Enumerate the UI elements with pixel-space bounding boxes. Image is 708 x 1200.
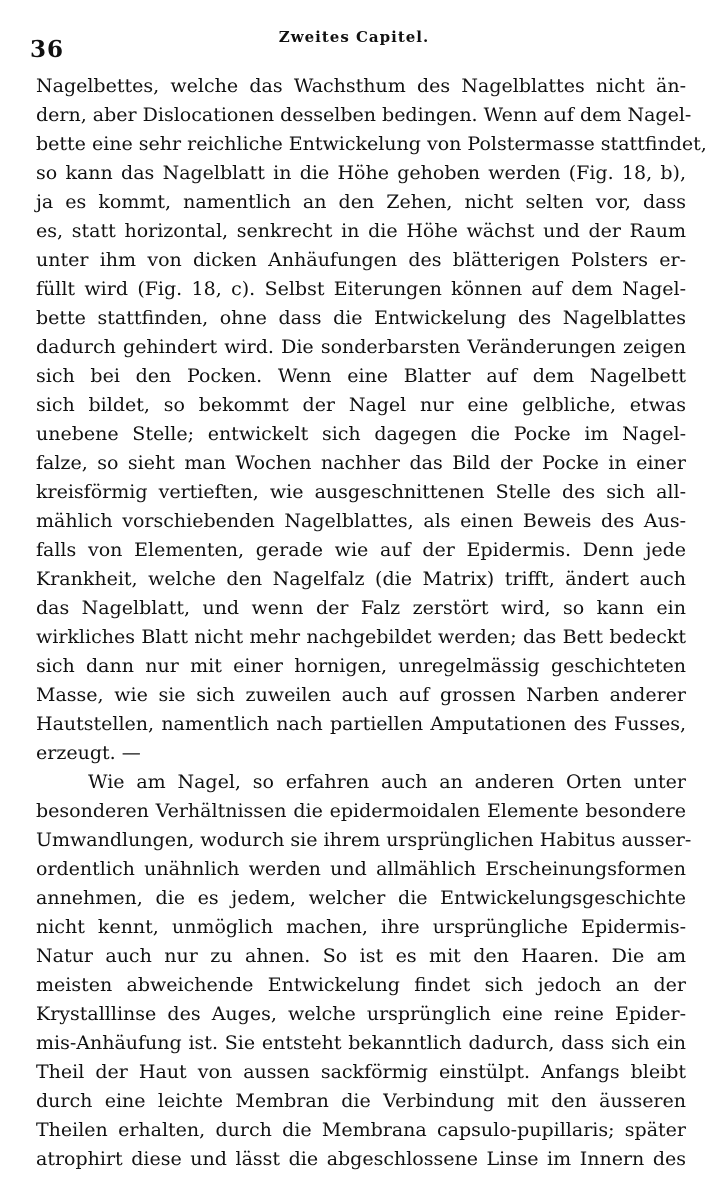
text-line: meisten abweichende Entwickelung findet sich jedoch an der — [36, 974, 686, 996]
text-line: mis-Anhäufung ist. Sie entsteht bekanntlich dadurch, dass sich ein — [36, 1032, 686, 1054]
page-number: 36 — [30, 36, 65, 63]
text-line: sich bei den Pocken. Wenn eine Blatter auf dem Nagelbett — [36, 365, 686, 387]
text-line: sich bildet, so bekommt der Nagel nur eine gelbliche, etwas — [36, 394, 686, 416]
text-line: erzeugt. — — [36, 742, 141, 764]
text-line: sich dann nur mit einer hornigen, unregelmässig geschichteten — [36, 655, 686, 677]
text-line: unter ihm von dicken Anhäufungen des blätterigen Polsters er- — [36, 249, 686, 271]
text-line: so kann das Nagelblatt in die Höhe gehoben werden (Fig. 18, b), — [36, 162, 686, 184]
paragraph — [36, 768, 692, 1174]
text-line: bette eine sehr reichliche Entwickelung von Polstermasse stattfindet, — [36, 133, 707, 155]
text-line: atrophirt diese und lässt die abgeschlossene Linse im Innern des — [36, 1148, 686, 1170]
text-line: annehmen, die es jedem, welcher die Entwickelungsgeschichte — [36, 887, 686, 909]
text-line: Nagelbettes, welche das Wachsthum des Nagelblattes nicht än- — [36, 75, 686, 97]
text-line: es, statt horizontal, senkrecht in die Höhe wächst und der Raum — [36, 220, 686, 242]
text-line: Umwandlungen, wodurch sie ihrem ursprünglichen Habitus ausser- — [36, 829, 692, 851]
text-line: kreisförmig vertieften, wie ausgeschnittenen Stelle des sich all- — [36, 481, 686, 503]
text-line: nicht kennt, unmöglich machen, ihre ursprüngliche Epidermis- — [36, 916, 686, 938]
text-line: ja es kommt, namentlich an den Zehen, nicht selten vor, dass — [36, 191, 686, 213]
text-line: durch eine leichte Membran die Verbindung mit den äusseren — [36, 1090, 686, 1112]
text-line: wirkliches Blatt nicht mehr nachgebildet werden; das Bett bedeckt — [36, 626, 686, 648]
text-line: besonderen Verhältnissen die epidermoidalen Elemente besondere — [36, 800, 686, 822]
text-line: Wie am Nagel, so erfahren auch an anderen Orten unter — [88, 771, 686, 793]
page-header — [0, 22, 708, 62]
text-line: füllt wird (Fig. 18, c). Selbst Eiterungen können auf dem Nagel- — [36, 278, 686, 300]
body-text — [36, 72, 707, 1174]
text-line: Natur auch nur zu ahnen. So ist es mit den Haaren. Die am — [36, 945, 686, 967]
text-line: Hautstellen, namentlich nach partiellen Amputationen des Fusses, — [36, 713, 686, 735]
text-line: dern, aber Dislocationen desselben bedingen. Wenn auf dem Nagel- — [36, 104, 692, 126]
text-line: unebene Stelle; entwickelt sich dagegen die Pocke im Nagel- — [36, 423, 686, 445]
text-line: dadurch gehindert wird. Die sonderbarsten Veränderungen zeigen — [36, 336, 686, 358]
text-line: Masse, wie sie sich zuweilen auch auf grossen Narben anderer — [36, 684, 686, 706]
text-line: Theil der Haut von aussen sackförmig einstülpt. Anfangs bleibt — [36, 1061, 686, 1083]
paragraph — [36, 72, 707, 768]
text-line: falze, so sieht man Wochen nachher das Bild der Pocke in einer — [36, 452, 686, 474]
running-title: Zweites Capitel. — [278, 28, 430, 46]
text-line: Krystalllinse des Auges, welche ursprünglich eine reine Epider- — [36, 1003, 686, 1025]
text-line: Krankheit, welche den Nagelfalz (die Matrix) trifft, ändert auch — [36, 568, 686, 590]
text-line: bette stattfinden, ohne dass die Entwickelung des Nagelblattes — [36, 307, 686, 329]
text-line: ordentlich unähnlich werden und allmählich Erscheinungsformen — [36, 858, 686, 880]
text-line: mählich vorschiebenden Nagelblattes, als einen Beweis des Aus- — [36, 510, 686, 532]
text-line: das Nagelblatt, und wenn der Falz zerstört wird, so kann ein — [36, 597, 686, 619]
text-line: falls von Elementen, gerade wie auf der Epidermis. Denn jede — [36, 539, 686, 561]
text-line: Theilen erhalten, durch die Membrana capsulo-pupillaris; später — [36, 1119, 686, 1141]
